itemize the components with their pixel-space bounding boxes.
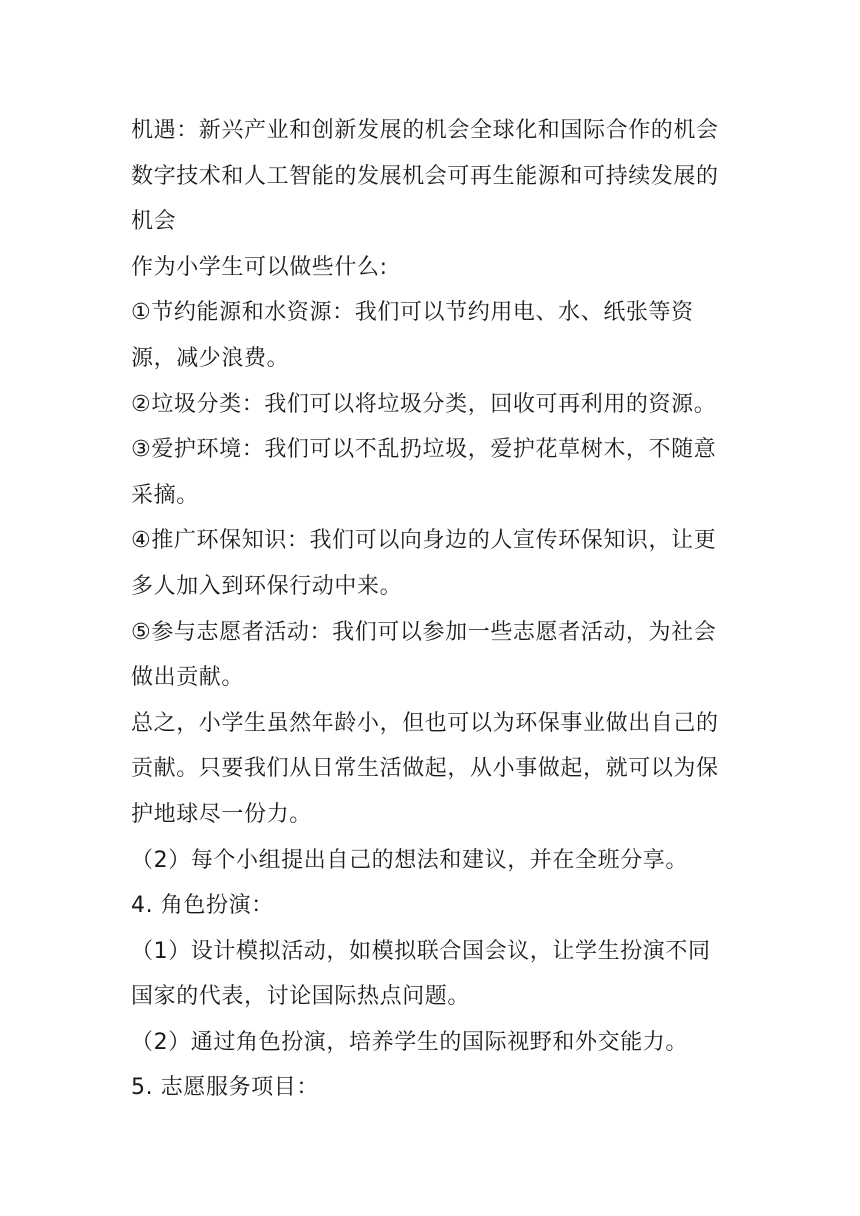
paragraph-group-sharing: （2）每个小组提出自己的想法和建议，并在全班分享。 — [131, 847, 688, 873]
paragraph-role-play-design: （1）设计模拟活动，如模拟联合国会议，让学生扮演不同国家的代表，讨论国际热点问题。 — [131, 938, 711, 1010]
list-item-volunteer: ⑤参与志愿者活动：我们可以参加一些志愿者活动，为社会做出贡献。 — [131, 619, 717, 691]
section-heading-role-play: 4. 角色扮演： — [131, 893, 274, 919]
list-item-protect-environment: ③爱护环境：我们可以不乱扔垃圾，爱护花草树木，不随意采摘。 — [131, 437, 717, 508]
paragraph-conclusion: 总之，小学生虽然年龄小，但也可以为环保事业做出自己的贡献。只要我们从日常生活做起，从小事做起，就可以为保护地球尽一份力。 — [131, 710, 719, 827]
document-body — [131, 108, 731, 1111]
paragraph-what-students-can-do: 作为小学生可以做些什么: — [131, 254, 388, 280]
list-item-promote-knowledge: ④推广环保知识：我们可以向身边的人宣传环保知识，让更多人加入到环保行动中来。 — [131, 528, 717, 599]
section-heading-volunteer-project: 5. 志愿服务项目： — [131, 1075, 319, 1101]
paragraph-role-play-goal: （2）通过角色扮演，培养学生的国际视野和外交能力。 — [131, 1029, 688, 1055]
list-item-save-resources: ①节约能源和水资源：我们可以节约用电、水、纸张等资源，减少浪费。 — [131, 300, 694, 371]
list-item-garbage-sorting: ②垃圾分类：我们可以将垃圾分类，回收可再利用的资源。 — [131, 391, 717, 417]
paragraph-opportunities: 机遇：新兴产业和创新发展的机会全球化和国际合作的机会数字技术和人工智能的发展机会可再生能源和可持续发展的机会 — [131, 118, 719, 235]
